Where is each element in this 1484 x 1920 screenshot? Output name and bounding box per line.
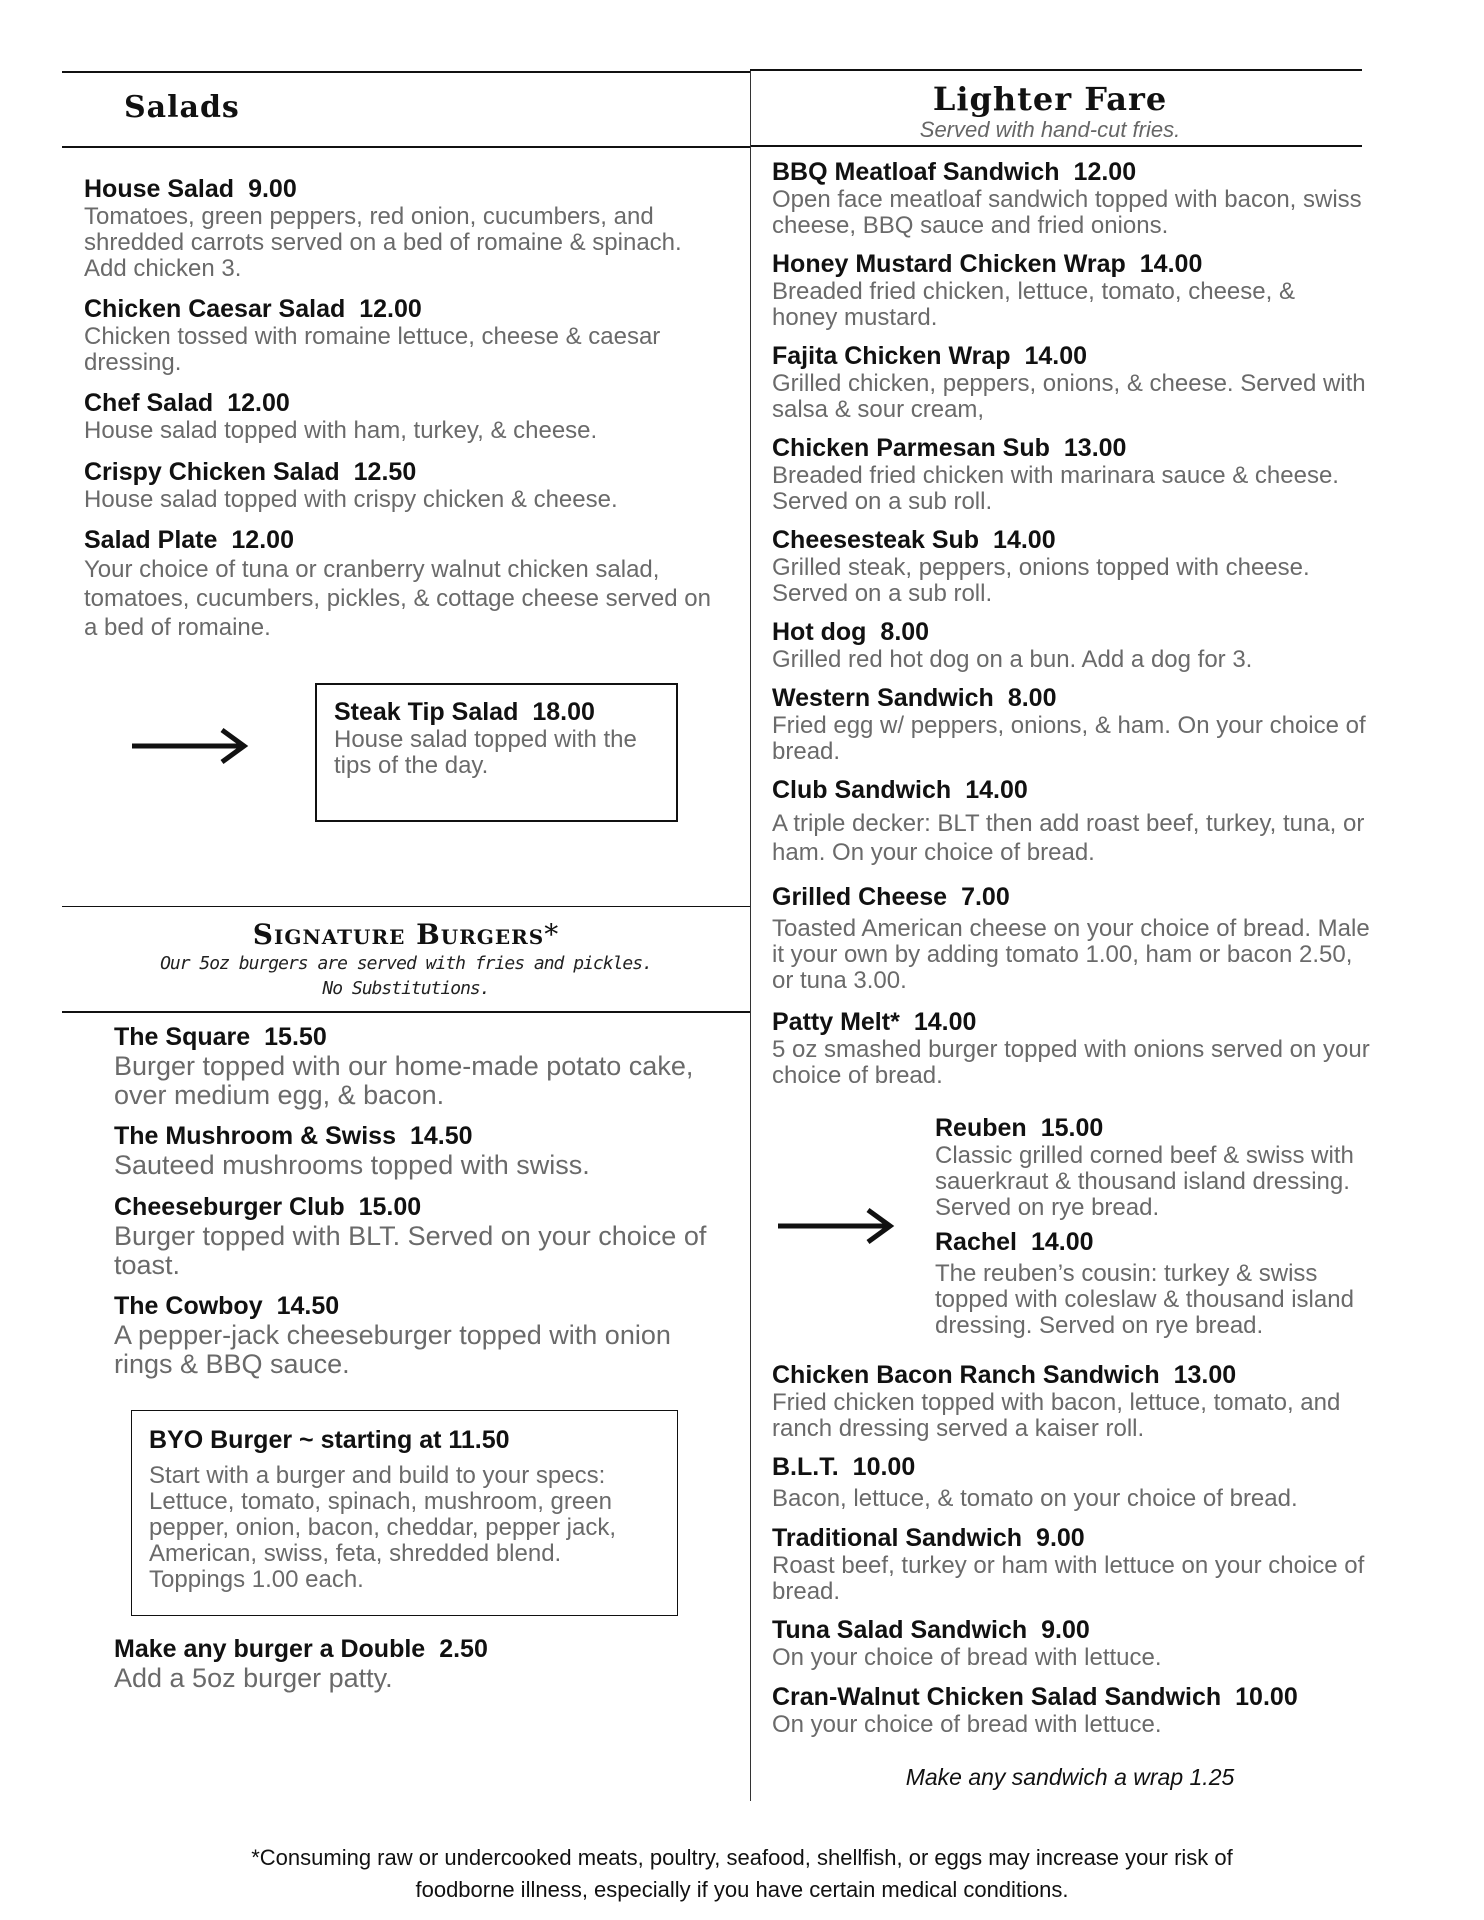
- item-description: A triple decker: BLT then add roast beef, turkey, tuna, or ham. On your choice of bread.: [772, 810, 1365, 866]
- item-name: Chicken Parmesan Sub: [772, 434, 1050, 462]
- item-name: Chicken Bacon Ranch Sandwich: [772, 1361, 1160, 1389]
- item-name: Western Sandwich: [772, 684, 994, 712]
- salads-bottom-rule: [62, 146, 750, 148]
- item-name: Cheeseburger Club: [114, 1193, 345, 1221]
- item-price: 12.00: [227, 389, 290, 417]
- item-price: 15.00: [358, 1193, 422, 1221]
- item-description: Breaded fried chicken with marinara sauce & cheese. Served on a sub roll.: [772, 462, 1339, 515]
- arrow-right-icon: [776, 1206, 896, 1246]
- menu-item: [334, 697, 664, 779]
- item-name: Tuna Salad Sandwich: [772, 1616, 1028, 1644]
- menu-item: [84, 174, 724, 282]
- item-description: Roast beef, turkey or ham with lettuce on your choice of bread.: [772, 1552, 1365, 1605]
- advisory-line-2: foodborne illness, especially if you have certain medical conditions.: [415, 1877, 1069, 1902]
- item-description: Grilled red hot dog on a bun. Add a dog for 3.: [772, 646, 1253, 673]
- item-name: Patty Melt*: [772, 1008, 900, 1036]
- item-name: Chicken Caesar Salad: [84, 295, 346, 323]
- item-price: 13.00: [1173, 1361, 1237, 1389]
- menu-item: [84, 525, 724, 642]
- item-description: Fried egg w/ peppers, onions, & ham. On your choice of bread.: [772, 712, 1366, 765]
- item-description: A pepper-jack cheeseburger topped with onion rings & BBQ sauce.: [114, 1320, 671, 1379]
- item-price: 13.00: [1063, 434, 1127, 462]
- item-name: Salad Plate: [84, 526, 218, 554]
- menu-item: [114, 1291, 714, 1379]
- menu-item: [772, 775, 1372, 867]
- menu-item: [149, 1425, 654, 1593]
- menu-item: [935, 1227, 1375, 1339]
- menu-item: [114, 1121, 734, 1180]
- menu-item: [772, 1452, 1372, 1512]
- item-price: 12.50: [353, 458, 417, 486]
- lighter-fare-subtitle: Served with hand-cut fries.: [919, 117, 1181, 142]
- item-price: 14.00: [965, 776, 1028, 804]
- item-description: Tomatoes, green peppers, red onion, cucumbers, and shredded carrots served on a bed of romaine & spinach. Add chicken 3.: [84, 203, 682, 282]
- item-price: 14.00: [1030, 1228, 1094, 1256]
- item-name: Honey Mustard Chicken Wrap: [772, 250, 1126, 278]
- item-description: House salad topped with the tips of the day.: [334, 726, 637, 779]
- menu-item: [772, 433, 1382, 515]
- menu-item: [772, 157, 1372, 239]
- item-name: Grilled Cheese: [772, 883, 948, 911]
- lighter-bottom-rule: [750, 145, 1362, 147]
- item-name: Cran-Walnut Chicken Salad Sandwich: [772, 1683, 1222, 1711]
- menu-item: [84, 388, 724, 444]
- salads-top-rule: [62, 71, 750, 73]
- advisory-line-1: *Consuming raw or undercooked meats, poultry, seafood, shellfish, or eggs may increase your risk of: [251, 1845, 1233, 1870]
- item-name: Fajita Chicken Wrap: [772, 342, 1011, 370]
- burgers-no-substitutions: No Substitutions.: [322, 978, 490, 999]
- arrow-right-icon: [130, 726, 250, 766]
- item-name: Cheesesteak Sub: [772, 526, 980, 554]
- lighter-top-rule: [750, 69, 1362, 71]
- item-price: 9.00: [248, 175, 297, 203]
- item-name: Rachel: [935, 1228, 1017, 1256]
- item-name: Traditional Sandwich: [772, 1524, 1023, 1552]
- item-price: 14.00: [913, 1008, 977, 1036]
- item-name: Make any burger a Double: [114, 1635, 426, 1663]
- item-description: Sauteed mushrooms topped with swiss.: [114, 1150, 590, 1180]
- item-description: Breaded fried chicken, lettuce, tomato, cheese, & honey mustard.: [772, 278, 1295, 331]
- item-price: 12.00: [359, 295, 422, 323]
- signature-burgers-title: Signature Burgers*: [252, 918, 560, 951]
- item-price: 18.00: [532, 698, 595, 726]
- menu-item: [935, 1113, 1375, 1221]
- item-description: The reuben’s cousin: turkey & swiss topped with coleslaw & thousand island dressing. Served on rye bread.: [935, 1260, 1354, 1339]
- item-price: 12.00: [231, 526, 294, 554]
- item-description: Toasted American cheese on your choice of bread. Male it your own by adding tomato 1.00, ham or bacon 2.50, or tuna 3.00.: [772, 915, 1370, 994]
- item-price: 7.00: [961, 883, 1010, 911]
- menu-item: [772, 1682, 1382, 1738]
- burgers-top-rule: [62, 906, 750, 907]
- menu-item: [114, 1192, 714, 1280]
- menu-item: [772, 341, 1372, 423]
- item-name: Crispy Chicken Salad: [84, 458, 340, 486]
- item-name: BBQ Meatloaf Sandwich: [772, 158, 1060, 186]
- menu-item: [772, 1615, 1372, 1671]
- item-price: 2.50: [439, 1635, 488, 1663]
- menu-item: [772, 1007, 1372, 1089]
- menu-item: [114, 1634, 714, 1693]
- item-description: Burger topped with BLT. Served on your choice of toast.: [114, 1221, 707, 1280]
- item-description: House salad topped with crispy chicken & cheese.: [84, 486, 618, 513]
- item-price: 14.50: [276, 1292, 340, 1320]
- byo-title: BYO Burger ~ starting at 11.50: [149, 1426, 510, 1454]
- burgers-bottom-rule: [62, 1011, 750, 1013]
- menu-item: [772, 249, 1352, 331]
- menu-item: [772, 1523, 1392, 1605]
- item-price: 9.00: [1041, 1616, 1090, 1644]
- menu-item: [84, 457, 724, 513]
- item-price: 8.00: [1007, 684, 1057, 712]
- item-description: Add a 5oz burger patty.: [114, 1663, 393, 1693]
- column-divider: [750, 71, 751, 1801]
- item-price: 10.00: [1235, 1683, 1298, 1711]
- item-description: Chicken tossed with romaine lettuce, cheese & caesar dressing.: [84, 323, 661, 376]
- item-description: Burger topped with our home-made potato cake, over medium egg, & bacon.: [114, 1051, 694, 1110]
- menu-item: [772, 617, 1372, 673]
- item-name: The Square: [114, 1023, 251, 1051]
- consumer-advisory: [100, 1842, 1384, 1906]
- lighter-fare-title: Lighter Fare: [932, 80, 1168, 118]
- item-name: Club Sandwich: [772, 776, 952, 804]
- item-name: Hot dog: [772, 618, 867, 646]
- salads-title: Salads: [124, 90, 240, 125]
- item-description: 5 oz smashed burger topped with onions served on your choice of bread.: [772, 1036, 1370, 1089]
- item-price: 12.00: [1073, 158, 1137, 186]
- item-name: Steak Tip Salad: [334, 698, 519, 726]
- item-description: House salad topped with ham, turkey, & cheese.: [84, 417, 598, 444]
- byo-description: Start with a burger and build to your specs: Lettuce, tomato, spinach, mushroom, green pepper, onion, bacon, cheddar, pepper jack, American, swiss, feta, shredded blend. Toppings 1.00 each.: [149, 1462, 617, 1593]
- byo-burger-box: [131, 1410, 678, 1616]
- featured-salad-box: [315, 683, 678, 822]
- item-price: 14.00: [1139, 250, 1203, 278]
- item-description: Open face meatloaf sandwich topped with bacon, swiss cheese, BBQ sauce and fried onions.: [772, 186, 1362, 239]
- item-price: 8.00: [880, 618, 930, 646]
- menu-item: [772, 683, 1382, 765]
- item-description: Classic grilled corned beef & swiss with sauerkraut & thousand island dressing. Served on rye bread.: [935, 1142, 1354, 1221]
- item-price: 14.50: [409, 1122, 473, 1150]
- item-price: 14.00: [1024, 342, 1088, 370]
- menu-item: [114, 1022, 714, 1110]
- wrap-note: Make any sandwich a wrap 1.25: [905, 1764, 1235, 1790]
- item-name: Chef Salad: [84, 389, 214, 417]
- item-description: Your choice of tuna or cranberry walnut chicken salad, tomatoes, cucumbers, pickles, & cottage cheese served on a bed of romaine.: [84, 556, 711, 641]
- item-name: The Mushroom & Swiss: [114, 1122, 396, 1150]
- item-description: Grilled steak, peppers, onions topped with cheese. Served on a sub roll.: [772, 554, 1310, 607]
- item-description: Bacon, lettuce, & tomato on your choice of bread.: [772, 1485, 1298, 1512]
- menu-item: [772, 882, 1372, 994]
- item-price: 10.00: [852, 1453, 916, 1481]
- item-price: 14.00: [993, 526, 1056, 554]
- item-description: On your choice of bread with lettuce.: [772, 1711, 1162, 1738]
- item-description: Fried chicken topped with bacon, lettuce, tomato, and ranch dressing served a kaiser roll.: [772, 1389, 1341, 1442]
- item-name: House Salad: [84, 175, 235, 203]
- menu-item: [772, 525, 1372, 607]
- item-name: The Cowboy: [114, 1292, 263, 1320]
- item-description: Grilled chicken, peppers, onions, & cheese. Served with salsa & sour cream,: [772, 370, 1366, 423]
- item-price: 9.00: [1036, 1524, 1085, 1552]
- item-description: On your choice of bread with lettuce.: [772, 1644, 1162, 1671]
- item-name: B.L.T.: [772, 1453, 839, 1481]
- menu-item: [84, 294, 724, 376]
- menu-item: [772, 1360, 1392, 1442]
- item-price: 15.00: [1040, 1114, 1104, 1142]
- item-name: Reuben: [935, 1114, 1027, 1142]
- item-price: 15.50: [264, 1023, 327, 1051]
- burgers-note: Our 5oz burgers are served with fries and pickles.: [160, 953, 652, 974]
